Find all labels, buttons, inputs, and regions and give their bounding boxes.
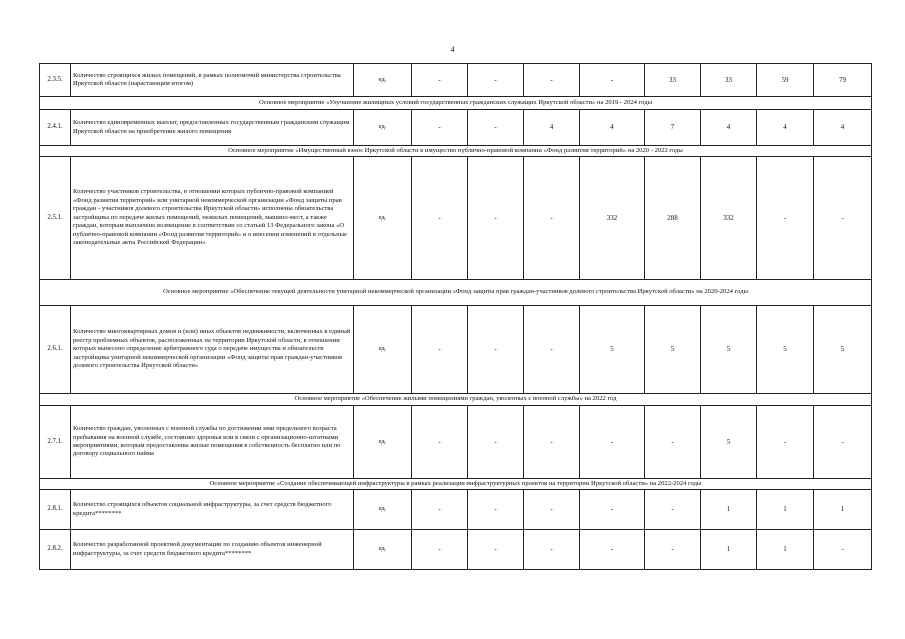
- indicator-description: Количество многоквартирных домов и (или) иных объектов недвижимости, включенных в единый реестр проблемных объектов, расположенных на территории Иркутской области, в отношении которых вынесено определение арбитражного суда о передаче имущества и обязательств застройщика унитарной некоммерческой организации «Фонд защиты прав граждан-участников долевого строительства Иркутской области»: [71, 306, 354, 394]
- section-row: [40, 97, 872, 110]
- value-cell: -: [468, 157, 524, 280]
- section-row: [40, 479, 872, 490]
- value-cell: 332: [701, 157, 757, 280]
- value-cell: -: [412, 157, 468, 280]
- indicator-description: Количество единовременных выплат, предоставленных государственным гражданским служащим Иркутской области на приобретение жилого помещения: [71, 110, 354, 146]
- value-cell: -: [645, 490, 701, 530]
- value-cell: 79: [814, 64, 872, 97]
- value-cell: 5: [580, 306, 645, 394]
- section-title: Основное мероприятие «Имущественный взнос Иркутской области в имущество публично-правовой компании «Фонд развития территорий» на 2020 - 2022 годы: [40, 146, 872, 157]
- value-cell: -: [814, 406, 872, 479]
- table-row: [40, 157, 872, 280]
- value-cell: -: [468, 406, 524, 479]
- value-cell: 5: [757, 306, 814, 394]
- table-row: [40, 110, 872, 146]
- row-number: 2.4.1.: [40, 110, 71, 146]
- value-cell: -: [524, 157, 580, 280]
- indicator-description: Количество участников строительства, в отношении которых публично-правовой компанией «Фонд развития территорий» или унитарной некоммерческой организации «Фонд защиты прав граждан - участников долевого строительства Иркутской области» исполнены обязательства застройщика по передаче жилых помещений, нежилых помещений, машино-мест, а также граждан, которым выплачено возмещение в соответствии со статьей 13 Федерального закона «О публично-правовой компании «Фонд развития территорий» и о внесении изменений в отдельные законодательные акты Российской Федерации»: [71, 157, 354, 280]
- indicator-description: Количество строящихся жилых помещений, в рамках полномочий министерства строительства Иркутской области (нарастающим итогом): [71, 64, 354, 97]
- value-cell: -: [468, 530, 524, 570]
- indicators-table: [39, 63, 872, 570]
- value-cell: -: [468, 306, 524, 394]
- section-title: Основное мероприятие «Обеспечение текущей деятельности унитарной некоммерческой организации «Фонд защиты прав граждан-участников долевого строительства Иркутской области» на 2020-2024 годы: [40, 280, 872, 306]
- unit-cell: ед.: [354, 306, 412, 394]
- value-cell: 1: [701, 490, 757, 530]
- value-cell: -: [468, 64, 524, 97]
- value-cell: -: [412, 64, 468, 97]
- value-cell: 5: [645, 306, 701, 394]
- value-cell: -: [580, 64, 645, 97]
- value-cell: -: [757, 157, 814, 280]
- unit-cell: ед.: [354, 110, 412, 146]
- value-cell: 288: [645, 157, 701, 280]
- value-cell: 5: [701, 306, 757, 394]
- unit-cell: ед.: [354, 157, 412, 280]
- page-number: 4: [450, 45, 455, 54]
- value-cell: -: [645, 530, 701, 570]
- table-row: [40, 64, 872, 97]
- value-cell: 5: [814, 306, 872, 394]
- value-cell: 7: [645, 110, 701, 146]
- indicator-description: Количество граждан, уволенных с военной службы по достижении ими предельного возраста пребывания на военной службе, состоянию здоровья или в связи с организационно-штатными мероприятиями, которым предоставлены жилые помещения в собственность бесплатно или по договору социального найма: [71, 406, 354, 479]
- value-cell: -: [412, 306, 468, 394]
- row-number: 2.8.1.: [40, 490, 71, 530]
- indicator-description: Количество разработанной проектной документации по созданию объектов инженерной инфраструктуры, за счет средств бюджетного кредита********: [71, 530, 354, 570]
- value-cell: -: [412, 490, 468, 530]
- value-cell: 1: [814, 490, 872, 530]
- value-cell: -: [757, 406, 814, 479]
- section-row: [40, 280, 872, 306]
- table-row: [40, 530, 872, 570]
- unit-cell: ед.: [354, 490, 412, 530]
- value-cell: 4: [757, 110, 814, 146]
- section-title: Основное мероприятие «Улучшение жилищных условий государственных гражданских служащих Иркутской области» на 2019 - 2024 годы: [40, 97, 872, 110]
- unit-cell: ед.: [354, 64, 412, 97]
- value-cell: 4: [580, 110, 645, 146]
- value-cell: -: [524, 490, 580, 530]
- value-cell: 332: [580, 157, 645, 280]
- row-number: 2.8.2.: [40, 530, 71, 570]
- value-cell: -: [814, 530, 872, 570]
- value-cell: 33: [645, 64, 701, 97]
- value-cell: -: [524, 530, 580, 570]
- value-cell: -: [468, 490, 524, 530]
- section-title: Основное мероприятие «Создание обеспечивающей инфраструктуры в рамках реализации инфраструктурных проектов на территории Иркутской области» на 2022-2024 годы: [40, 479, 872, 490]
- value-cell: 1: [757, 490, 814, 530]
- unit-cell: ед.: [354, 406, 412, 479]
- value-cell: 59: [757, 64, 814, 97]
- value-cell: 1: [757, 530, 814, 570]
- row-number: 2.5.1.: [40, 157, 71, 280]
- row-number: 2.3.5.: [40, 64, 71, 97]
- value-cell: 5: [701, 406, 757, 479]
- unit-cell: ед.: [354, 530, 412, 570]
- value-cell: 33: [701, 64, 757, 97]
- table-row: [40, 490, 872, 530]
- value-cell: -: [645, 406, 701, 479]
- section-row: [40, 394, 872, 406]
- value-cell: -: [468, 110, 524, 146]
- value-cell: 1: [701, 530, 757, 570]
- section-title: Основное мероприятие «Обеспечение жилыми помещениями граждан, уволенных с военной службы» на 2022 год: [40, 394, 872, 406]
- section-row: [40, 146, 872, 157]
- row-number: 2.7.1.: [40, 406, 71, 479]
- value-cell: 4: [701, 110, 757, 146]
- value-cell: -: [524, 406, 580, 479]
- table-row: [40, 406, 872, 479]
- value-cell: -: [412, 530, 468, 570]
- value-cell: -: [580, 490, 645, 530]
- row-number: 2.6.1.: [40, 306, 71, 394]
- value-cell: -: [580, 530, 645, 570]
- table-body: [40, 64, 872, 570]
- table-row: [40, 306, 872, 394]
- value-cell: -: [524, 306, 580, 394]
- indicator-description: Количество строящихся объектов социальной инфраструктуры, за счет средств бюджетного кредита********: [71, 490, 354, 530]
- value-cell: 4: [814, 110, 872, 146]
- value-cell: -: [412, 110, 468, 146]
- value-cell: -: [412, 406, 468, 479]
- value-cell: -: [580, 406, 645, 479]
- value-cell: -: [814, 157, 872, 280]
- value-cell: -: [524, 64, 580, 97]
- value-cell: 4: [524, 110, 580, 146]
